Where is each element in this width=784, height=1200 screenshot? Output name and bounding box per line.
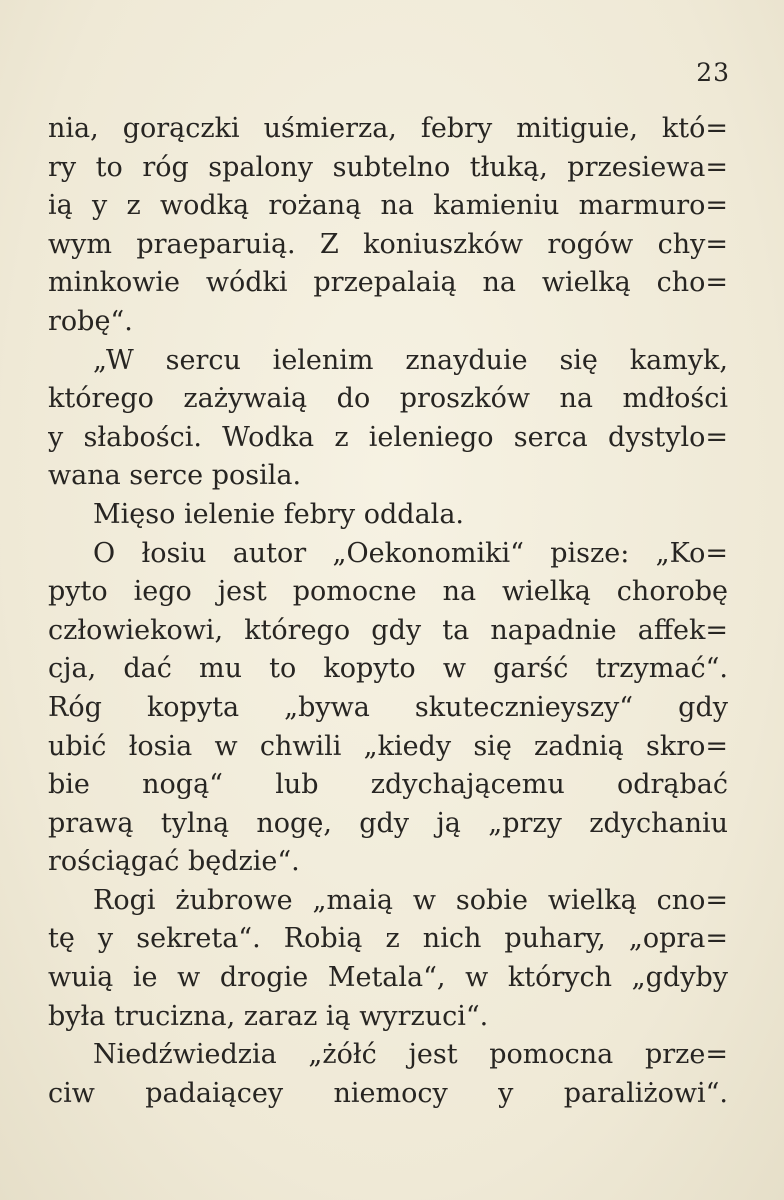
text-line: Rogi żubrowe „maią w sobie wielką cno= bbox=[93, 884, 728, 916]
text-line: Róg kopyta „bywa skuteczniеyszy“ gdy bbox=[48, 691, 728, 723]
text-line: Mięso ielenie febry oddala. bbox=[93, 498, 464, 530]
text-line: O łosiu autor „Oekonomiki“ pisze: „Ko= bbox=[93, 537, 728, 569]
text-line: cja, dać mu to kopyto w garść trzymać“. bbox=[48, 653, 728, 685]
body-text bbox=[48, 110, 728, 1113]
text-line: którego zażywaią do proszków na mdłości bbox=[48, 383, 728, 415]
text-line: człowiekowi, którego gdy ta napadnie affek= bbox=[48, 614, 728, 646]
text-line: pyto iego jest pomocne na wielką chorobę bbox=[48, 576, 728, 608]
text-line: wana serce posila. bbox=[48, 460, 302, 492]
text-line: ciw padaiącey niemocy y paraliżowi“. bbox=[48, 1077, 728, 1109]
page-number: 23 bbox=[696, 58, 730, 87]
text-line: wym praeparuią. Z koniuszków rogów chy= bbox=[48, 228, 728, 260]
text-line: tę y sekreta“. Robią z nich puhary, „opra= bbox=[48, 923, 728, 955]
text-line: robę“. bbox=[48, 305, 133, 337]
text-line: ubić łosia w chwili „kiedy się zadnią skro= bbox=[48, 730, 728, 762]
text-line: Niedźwiedzia „żółć jest pomocna prze= bbox=[93, 1039, 728, 1071]
text-line: ią y z wodką rożaną na kamieniu marmuro= bbox=[48, 190, 728, 222]
text-line: rościągać będzie“. bbox=[48, 846, 300, 878]
text-line: y słabości. Wodka z ieleniego serca dystylo= bbox=[48, 421, 728, 453]
text-line: „W sercu ielenim znayduie się kamyk, bbox=[93, 344, 728, 376]
text-line: była trucizna, zaraz ią wyrzuci“. bbox=[48, 1000, 489, 1032]
text-line: prawą tylną nogę, gdy ją „przy zdychaniu bbox=[48, 807, 728, 839]
text-line: wuią ie w drogie Metala“, w których „gdyby bbox=[48, 962, 728, 994]
text-line: nia, gorączki uśmierza, febry mitiguie, któ= bbox=[48, 113, 728, 144]
text-line: ry to róg spalony subtelno tłuką, przesiewa= bbox=[48, 151, 728, 183]
text-line: minkowie wódki przepalaią na wielką cho= bbox=[48, 267, 728, 299]
text-line: bie nogą“ lub zdychającemu odrąbać bbox=[48, 769, 728, 801]
